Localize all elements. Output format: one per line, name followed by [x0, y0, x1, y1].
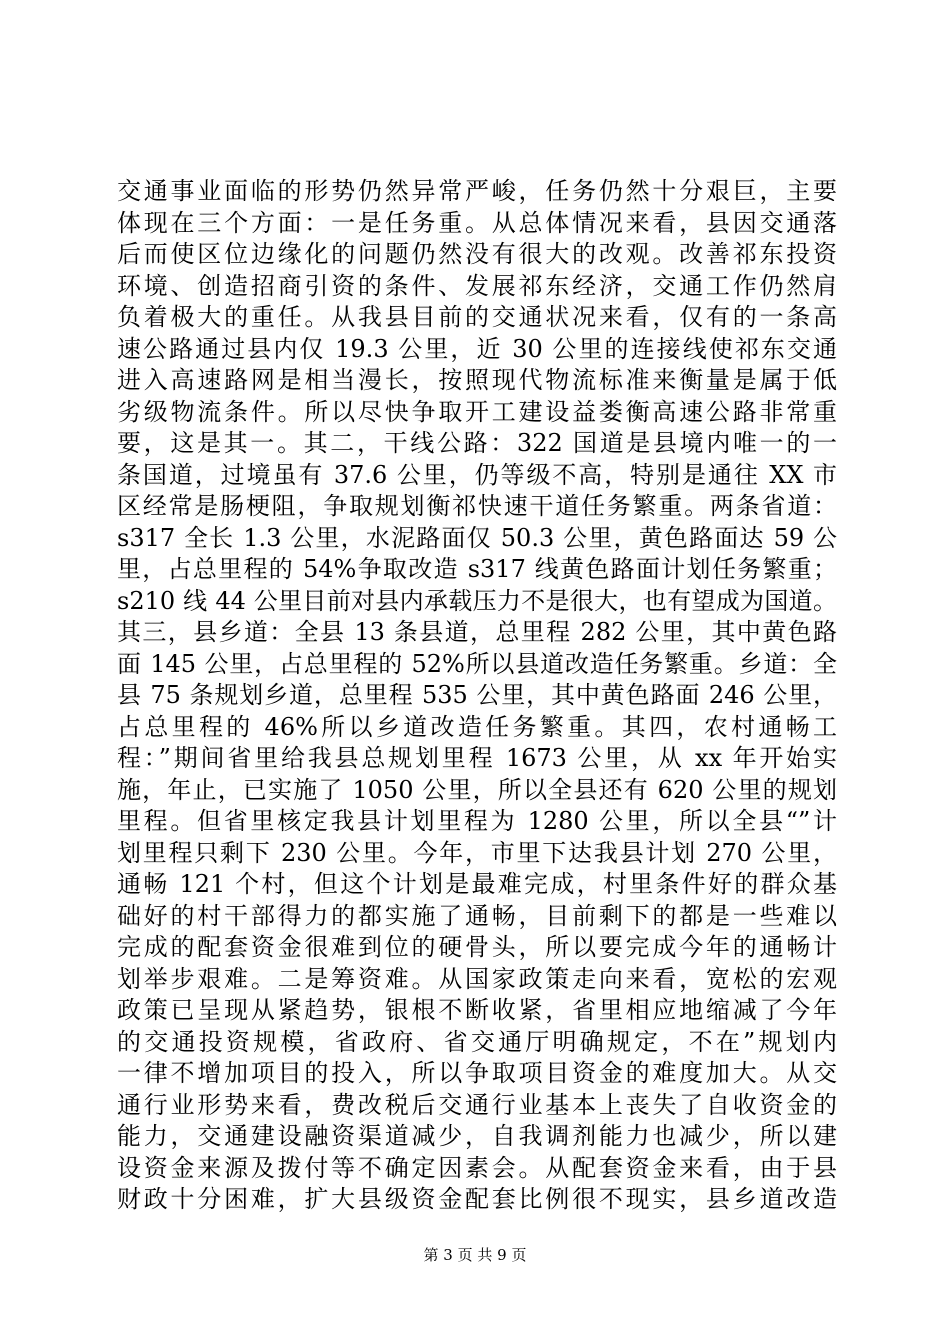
text-line: 里程。但省里核定我县计划里程为 1280 公里，所以全县“”计: [117, 807, 837, 835]
body-paragraph: [117, 176, 837, 1216]
text-line: 完成的配套资金很难到位的硬骨头，所以要完成今年的通畅计: [117, 933, 837, 961]
text-line: 程：”期间省里给我县总规划里程 1673 公里，从 xx 年开始实: [117, 744, 837, 772]
text-line: 要，这是其一。其二，干线公路：322 国道是县境内唯一的一: [117, 429, 837, 457]
text-line: 速公路通过县内仅 19.3 公里，近 30 公里的连接线使祁东交通: [117, 334, 837, 363]
text-line: 础好的村干部得力的都实施了通畅，目前剩下的都是一些难以: [117, 901, 837, 930]
text-line: 劣级物流条件。所以尽快争取开工建设益娄衡高速公路非常重: [117, 397, 837, 426]
text-line: 划里程只剩下 230 公里。今年，市里下达我县计划 270 公里，: [117, 838, 837, 867]
text-line: 后而使区位边缘化的问题仍然没有很大的改观。改善祁东投资: [117, 240, 837, 268]
text-line: 占总里程的 46%所以乡道改造任务繁重。其四，农村通畅工: [117, 712, 837, 741]
text-line: 设资金来源及拨付等不确定因素会。从配套资金来看，由于县: [117, 1153, 837, 1182]
text-line: 划举步艰难。二是筹资难。从国家政策走向来看，宽松的宏观: [117, 964, 837, 993]
text-line: 体现在三个方面：一是任务重。从总体情况来看，县因交通落: [117, 208, 837, 237]
text-line: s210 线 44 公里目前对县内承载压力不是很大，也有望成为国道。: [117, 586, 837, 615]
text-line: 通行业形势来看，费改税后交通行业基本上丧失了自收资金的: [117, 1090, 837, 1119]
text-line: 县 75 条规划乡道，总里程 535 公里，其中黄色路面 246 公里，: [117, 681, 837, 709]
text-line: 一律不增加项目的投入，所以争取项目资金的难度加大。从交: [117, 1059, 837, 1087]
page-footer: 第 3 页 共 9 页: [423, 1246, 527, 1264]
text-line: 施，年止，已实施了 1050 公里，所以全县还有 620 公里的规划: [117, 775, 837, 804]
text-line: 环境、创造招商引资的条件、发展祁东经济，交通工作仍然肩: [117, 271, 837, 300]
text-line: 通畅 121 个村，但这个计划是最难完成，村里条件好的群众基: [117, 870, 837, 898]
text-line: 进入高速路网是相当漫长，按照现代物流标准来衡量是属于低: [117, 366, 837, 394]
text-line: 区经常是肠梗阻，争取规划衡祁快速干道任务繁重。两条省道：: [117, 492, 837, 520]
text-line: 财政十分困难，扩大县级资金配套比例很不现实，县乡道改造: [117, 1185, 837, 1213]
text-line: 其三，县乡道：全县 13 条县道，总里程 282 公里，其中黄色路: [117, 618, 837, 646]
text-line: 政策已呈现从紧趋势，银根不断收紧，省里相应地缩减了今年: [117, 996, 837, 1024]
text-line: 里，占总里程的 54%争取改造 s317 线黄色路面计划任务繁重；: [117, 555, 837, 583]
text-line: 能力，交通建设融资渠道减少，自我调剂能力也减少，所以建: [117, 1122, 837, 1150]
text-line: 的交通投资规模，省政府、省交通厅明确规定，不在”规划内: [117, 1027, 837, 1056]
text-line: s317 全长 1.3 公里，水泥路面仅 50.3 公里，黄色路面达 59 公: [117, 523, 837, 552]
text-line: 面 145 公里，占总里程的 52%所以县道改造任务繁重。乡道：全: [117, 649, 837, 678]
text-line: 交通事业面临的形势仍然异常严峻，任务仍然十分艰巨，主要: [117, 177, 837, 205]
text-line: 条国道，过境虽有 37.6 公里，仍等级不高，特别是通往 XX 市: [117, 460, 837, 489]
text-line: 负着极大的重任。从我县目前的交通状况来看，仅有的一条高: [117, 303, 837, 331]
